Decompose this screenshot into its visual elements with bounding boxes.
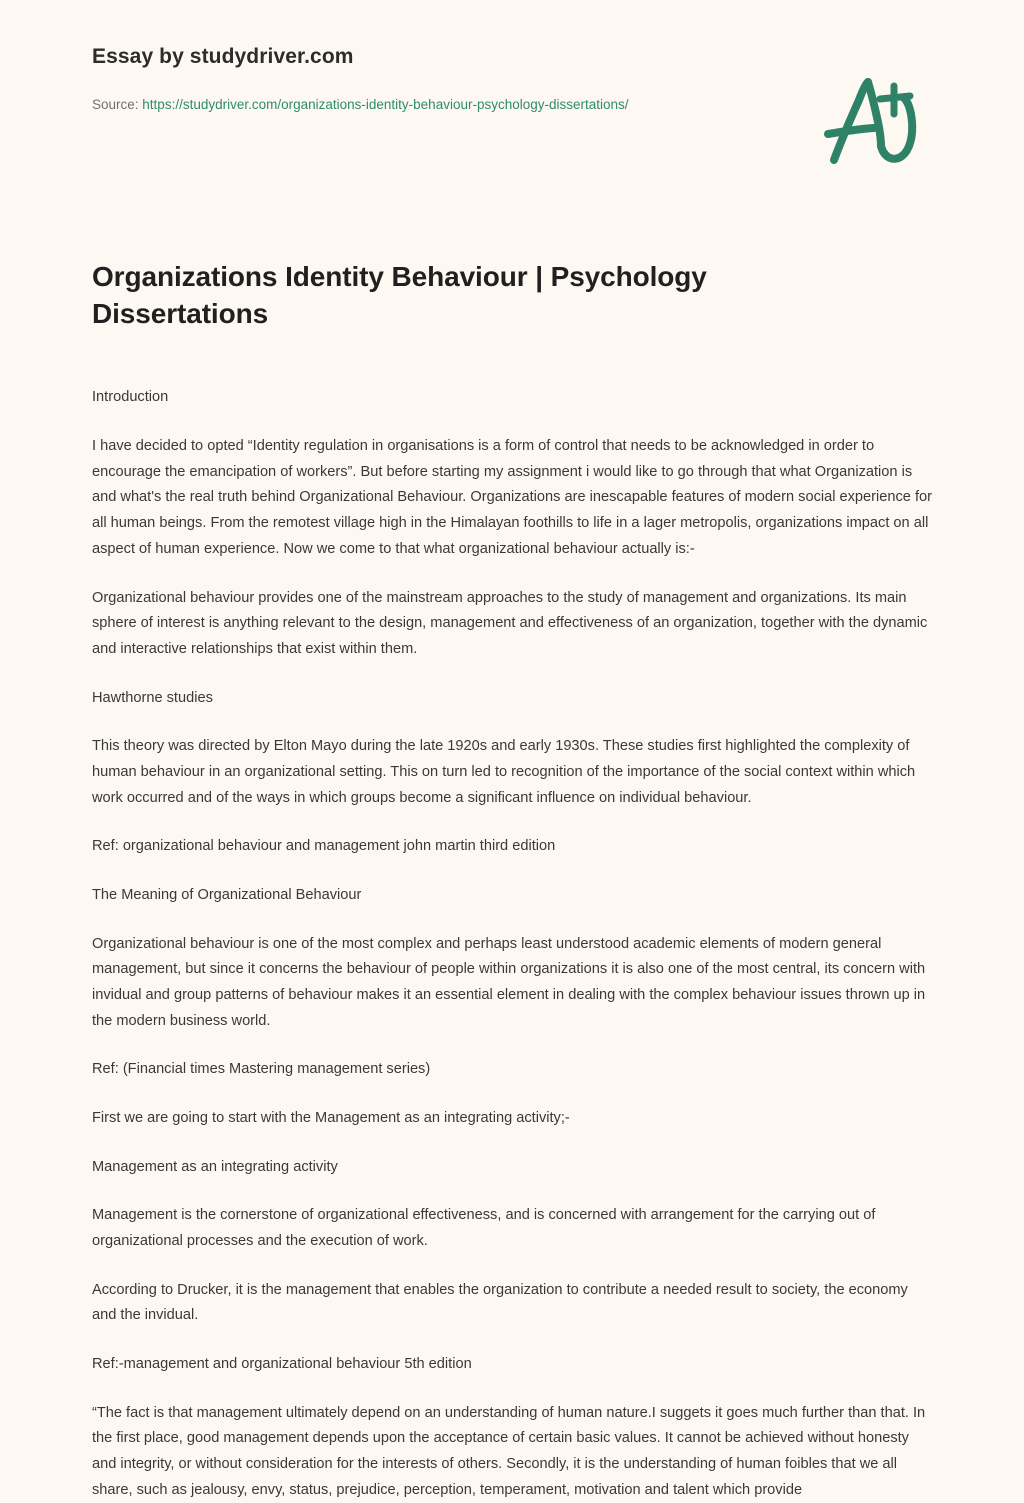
- brand-byline: Essay by studydriver.com: [92, 45, 354, 68]
- document-body: [0, 332, 1024, 1503]
- section-heading: Management as an integrating activity: [92, 1158, 338, 1175]
- body-paragraph: “The fact is that management ultimately depend on an understanding of human nature.I suggets it goes much further than that. In the first place, good management depends upon the acceptance of certain basic values. It cannot be achieved without honesty and integrity, or without consideration for the interests of others. Secondly, it is the understanding of human foibles that we all share, such as jealousy, envy, status, prejudice, perception, temperament, motivation and talent which provide: [92, 1404, 926, 1498]
- section-heading: Hawthorne studies: [92, 689, 213, 706]
- body-paragraph: Management is the cornerstone of organizational effectiveness, and is concerned with arrangement for the carrying out of organizational processes and the execution of work.: [92, 1207, 876, 1249]
- page-title: Organizations Identity Behaviour | Psychology Dissertations: [92, 261, 707, 330]
- reference-line: Ref:-management and organizational behaviour 5th edition: [92, 1355, 472, 1372]
- body-paragraph: According to Drucker, it is the management that enables the organization to contribute a needed result to society, the economy and the invidual.: [92, 1281, 908, 1324]
- body-paragraph: Organizational behaviour provides one of the mainstream approaches to the study of management and organizations. Its main sphere of interest is anything relevant to the design, management and effectiveness of an organization, together with the dynamic and interactive relationships that exist within them.: [92, 589, 928, 657]
- source-url-link[interactable]: https://studydriver.com/organizations-identity-behaviour-psychology-dissertations/: [142, 97, 629, 113]
- a-plus-logo-icon: [818, 72, 928, 172]
- body-paragraph: I have decided to opted “Identity regulation in organisations is a form of control that needs to be acknowledged in order to encourage the emancipation of workers”. But before starting my assignment i would like to go through that what Organization is and what's the real truth behind Organizational Behaviour. Organizations are inescapable features of modern social experience for all human beings. From the remotest village high in the Himalayan foothills to life in a lager metropolis, organizations impact on all aspect of human experience. Now we come to that what organizational behaviour actually is:-: [92, 438, 932, 557]
- body-paragraph: This theory was directed by Elton Mayo during the late 1920s and early 1930s. These studies first highlighted the complexity of human behaviour in an organizational setting. This on turn led to recognition of the importance of the social context within which work occurred and of the ways in which groups become a significant influence on individual behaviour.: [92, 738, 916, 806]
- source-label: Source:: [92, 97, 139, 113]
- section-heading: The Meaning of Organizational Behaviour: [92, 886, 362, 903]
- section-heading: Introduction: [92, 389, 169, 406]
- document-header: [0, 0, 1024, 190]
- body-paragraph: First we are going to start with the Management as an integrating activity;-: [92, 1109, 570, 1126]
- source-line: [92, 93, 692, 117]
- reference-line: Ref: (Financial times Mastering management series): [92, 1061, 431, 1078]
- body-paragraph: Organizational behaviour is one of the most complex and perhaps least understood academic elements of modern general management, but since it concerns the behaviour of people within organizations it is also one of the most central, its concern with invidual and group patterns of behaviour makes it an essential element in dealing with the complex behaviour issues thrown up in the modern business world.: [92, 935, 926, 1029]
- reference-line: Ref: organizational behaviour and management john martin third edition: [92, 838, 556, 855]
